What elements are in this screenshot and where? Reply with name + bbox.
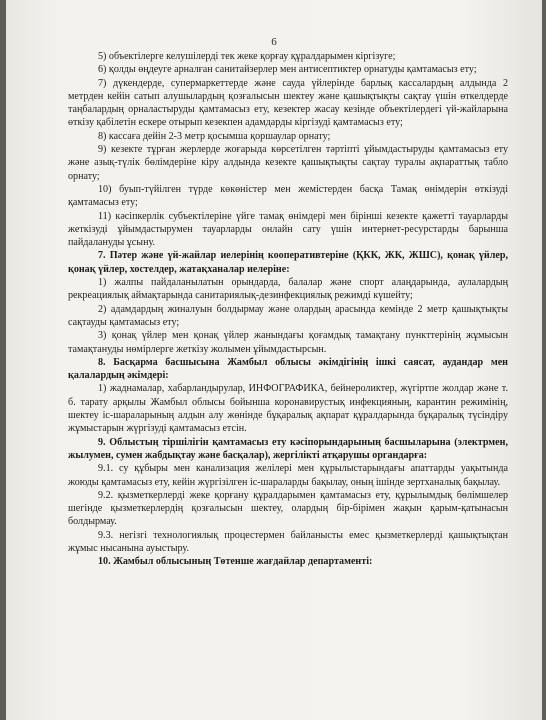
list-item: 9) кезекте тұрған жерлерде жоғарыда көрсетілген тәртіпті ұйымдастыруды қамтамасыз ету және азық-түлік бөлімдеріне кіру алдында кезекте қашықтықты сақтау туралы ақпараттық табло орнату; <box>68 144 508 182</box>
list-item: 1) жалпы пайдаланылатын орындарда, балалар және спорт алаңдарында, аулалардың рекреациялық аймақтарында санитариялық-дезинфекциялық режимді күшейту; <box>68 277 508 302</box>
section-heading: 7. Пәтер және үй-жайлар иелерінің кооперативтеріне (ҚКК, ЖК, ЖШС), қонақ үйлер, қонақ үйлер, хостелдер, жатақханалар иелеріне: <box>68 250 508 275</box>
document-body <box>68 50 508 569</box>
section-heading: 9. Облыстың тіршілігін қамтамасыз ету кәсіпорындарының басшыларына (электрмен, жылумен, сумен жабдықтау және басқалар), жергілікті атқарушы органдарға: <box>68 436 508 461</box>
list-item: 9.3. негізгі технологиялық процестермен байланысты емес қызметкерлерді қашықтықтан жұмыс нысанына ауыстыру. <box>68 529 508 554</box>
page-number: 6 <box>271 36 277 48</box>
section-heading: 10. Жамбыл облысының Төтенше жағдайлар департаменті: <box>98 556 373 568</box>
list-item: 11) кәсіпкерлік субъектілеріне үйге тамақ өнімдері мен бірінші кезекте қажетті тауарларды жеткізуді ұйымдастырумен тауарларды онлайн сату үшін интернет-ресурстарды барынша пайдалануды ұсыну. <box>68 210 508 249</box>
list-item: 9.2. қызметкерлерді жеке қорғану құралдарымен қамтамасыз ету, құрылымдық бөлімшелер шегінде қызметкерлердің қозғалысын шектеу, олардың бір-бірімен жақын қарым-қатынасын болдырмау. <box>68 489 508 528</box>
list-item: 9.1. су құбыры мен канализация желілері мен құрылыстарындағы апаттарды уақытында жоюды қамтамасыз ету, кейін жүргізілген іс-шараларды бақылау, оның ішінде зертханалық бақылау. <box>68 463 508 488</box>
document-page <box>6 0 542 720</box>
list-item: 3) қонақ үйлер мен қонақ үйлер жанындағы қоғамдық тамақтану пункттерінің жұмысын тамақтануды нөмірлерге жеткізу жолымен ұйымдастырсын. <box>68 330 508 355</box>
list-item: 7) дүкендерде, супермаркеттерде және сауда үйлерінде барлық кассалардың алдында 2 метрден кейін сатып алушылардың қозғалысын шектеу және қашықтықты сақтау үшін өткелдерде таңбалардың орналастыруды қамтамасыз ету, кезектер жасау кезінде объектілердегі үй-жайларына өткізу қабілетін ескере отырып кезекпен адамдарды кіргізуді қамтамасыз ету; <box>68 77 508 129</box>
list-item: 8) кассаға дейін 2-3 метр қосымша қоршаулар орнату; <box>98 130 331 142</box>
list-item: 2) адамдардың жиналуын болдырмау және олардың арасында кемінде 2 метр қашықтықты сақтауды қамтамасыз ету; <box>68 303 508 328</box>
list-item: 10) буып-түйілген түрде көкөністер мен жемістерден басқа Тамақ өнімдерін өткізуді қамтамасыз ету; <box>68 183 508 209</box>
list-item: 5) объектілерге келушілерді тек жеке қорғау құралдарымен кіргізуге; <box>98 51 396 62</box>
list-item: 6) қолды өңдеуге арналған санитайзерлер мен антисептиктер орнатуды қамтамасыз ету; <box>98 64 477 76</box>
section-heading: 8. Басқарма басшысына Жамбыл облысы әкімдігінің ішкі саясат, аудандар мен қалалардың әкімдері: <box>68 356 508 382</box>
list-item: 1) жаднамалар, хабарландырулар, ИНФОГРАФИКА, бейнероликтер, жүгіртпе жолдар және т. б. тарату арқылы Жамбыл облысы бойынша коронавирустық инфекцияның, карантин режимінің, шектеу іс-шараларының алдын алу жөнінде бұқаралық ақпарат құралдарында бұқаралық түсіндіру жұмыстарын жүргізуді қамтамасыз етсін. <box>68 383 508 435</box>
